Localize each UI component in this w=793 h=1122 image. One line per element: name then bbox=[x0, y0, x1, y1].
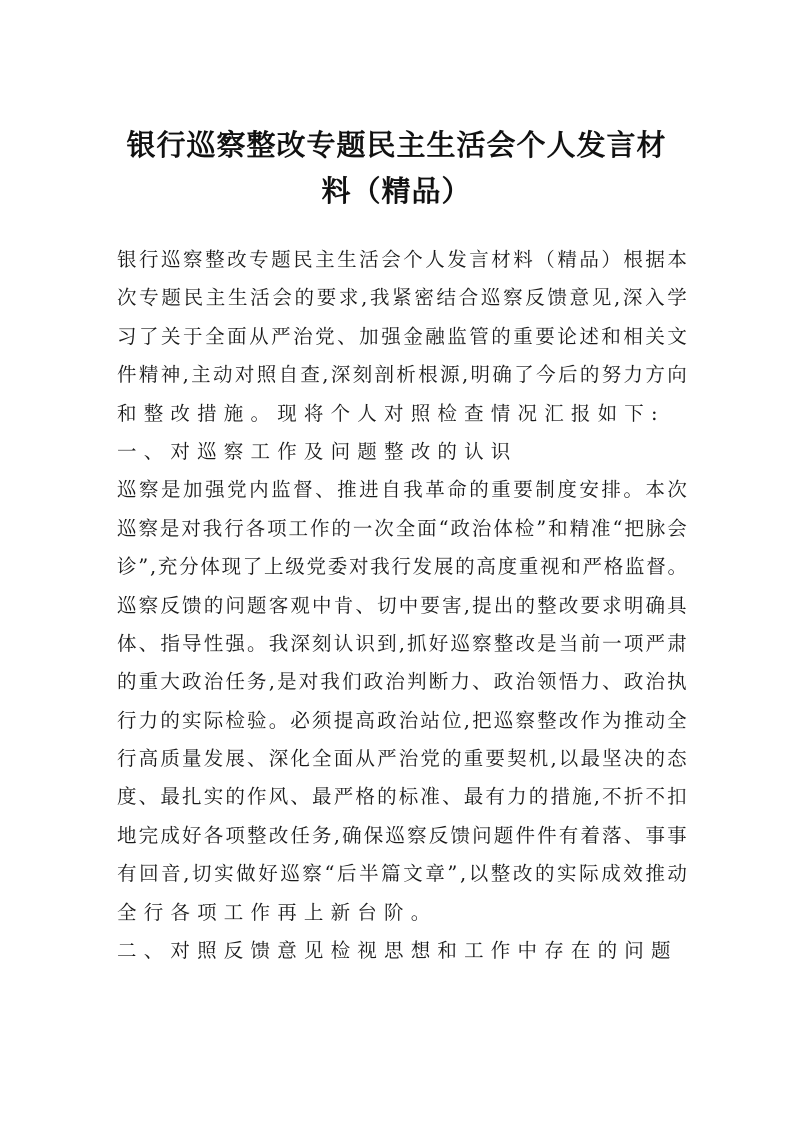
body-line: 体 、 指 导 性 强 。 我 深 刻 认 识 到 , 抓 好 巡 察 整 改 是 当 前 一 项 严 肃 bbox=[117, 631, 687, 655]
body-line: 行 高 质 量 发 展 、 深 化 全 面 从 严 治 党 的 重 要 契 机 , 以 最 坚 决 的 态 bbox=[117, 747, 687, 771]
body-line: 和整改措施。现将个人对照检查情况汇报如下: bbox=[117, 401, 665, 425]
body-line: 地 完 成 好 各 项 整 改 任 务 , 确 保 巡 察 反 馈 问 题 件 件 有 着 落 、 事 事 bbox=[117, 823, 687, 847]
body-line: 有 回 音 , 切 实 做 好 巡 察 “ 后 半 篇 文 章 ” , 以 整 改 的 实 际 成 效 推 动 bbox=[117, 862, 687, 886]
body-line: 次 专 题 民 主 生 活 会 的 要 求 , 我 紧 密 结 合 巡 察 反 馈 意 见 , 深 入 学 bbox=[117, 286, 687, 310]
body-line: 件 精 神 , 主 动 对 照 自 查 , 深 刻 剖 析 根 源 , 明 确 了 今 后 的 努 力 方 向 bbox=[117, 363, 687, 387]
body-line: 的 重 大 政 治 任 务 , 是 对 我 们 政 治 判 断 力 、 政 治 领 悟 力 、 政 治 执 bbox=[117, 670, 687, 694]
body-line: 诊 ” , 充 分 体 现 了 上 级 党 委 对 我 行 发 展 的 高 度 重 视 和 严 格 监 督 。 bbox=[117, 555, 687, 579]
document-title-line-2: 料（精品） bbox=[321, 174, 472, 208]
body-line: 度 、 最 扎 实 的 作 风 、 最 严 格 的 标 准 、 最 有 力 的 措 施 , 不 折 不 扣 bbox=[117, 785, 687, 809]
section-heading-1: 一、对巡察工作及问题整改的认识 bbox=[117, 439, 518, 463]
body-line: 习 了 关 于 全 面 从 严 治 党 、 加 强 金 融 监 管 的 重 要 论 述 和 相 关 文 bbox=[117, 324, 687, 348]
document-title-line-1: 银行巡察整改专题民主生活会个人发言材 bbox=[126, 128, 667, 162]
body-line: 巡 察 是 加 强 党 内 监 督 、 推 进 自 我 革 命 的 重 要 制 度 安 排 。 本 次 bbox=[117, 478, 687, 502]
body-line: 巡 察 是 对 我 行 各 项 工 作 的 一 次 全 面 “ 政 治 体 检 ” 和 精 准 “ 把 脉 会 bbox=[117, 516, 687, 540]
document-body bbox=[117, 246, 687, 975]
section-heading-2: 二、对照反馈意见检视思想和工作中存在的问题 bbox=[117, 939, 678, 963]
body-line: 行 力 的 实 际 检 验 。 必 须 提 高 政 治 站 位 , 把 巡 察 整 改 作 为 推 动 全 bbox=[117, 708, 687, 732]
body-line: 银 行 巡 察 整 改 专 题 民 主 生 活 会 个 人 发 言 材 料 （ 精 品 ） 根 据 本 bbox=[117, 248, 687, 271]
body-line: 巡 察 反 馈 的 问 题 客 观 中 肯 、 切 中 要 害 , 提 出 的 整 改 要 求 明 确 具 bbox=[117, 593, 687, 617]
body-line: 全行各项工作再上新台阶。 bbox=[117, 900, 438, 924]
